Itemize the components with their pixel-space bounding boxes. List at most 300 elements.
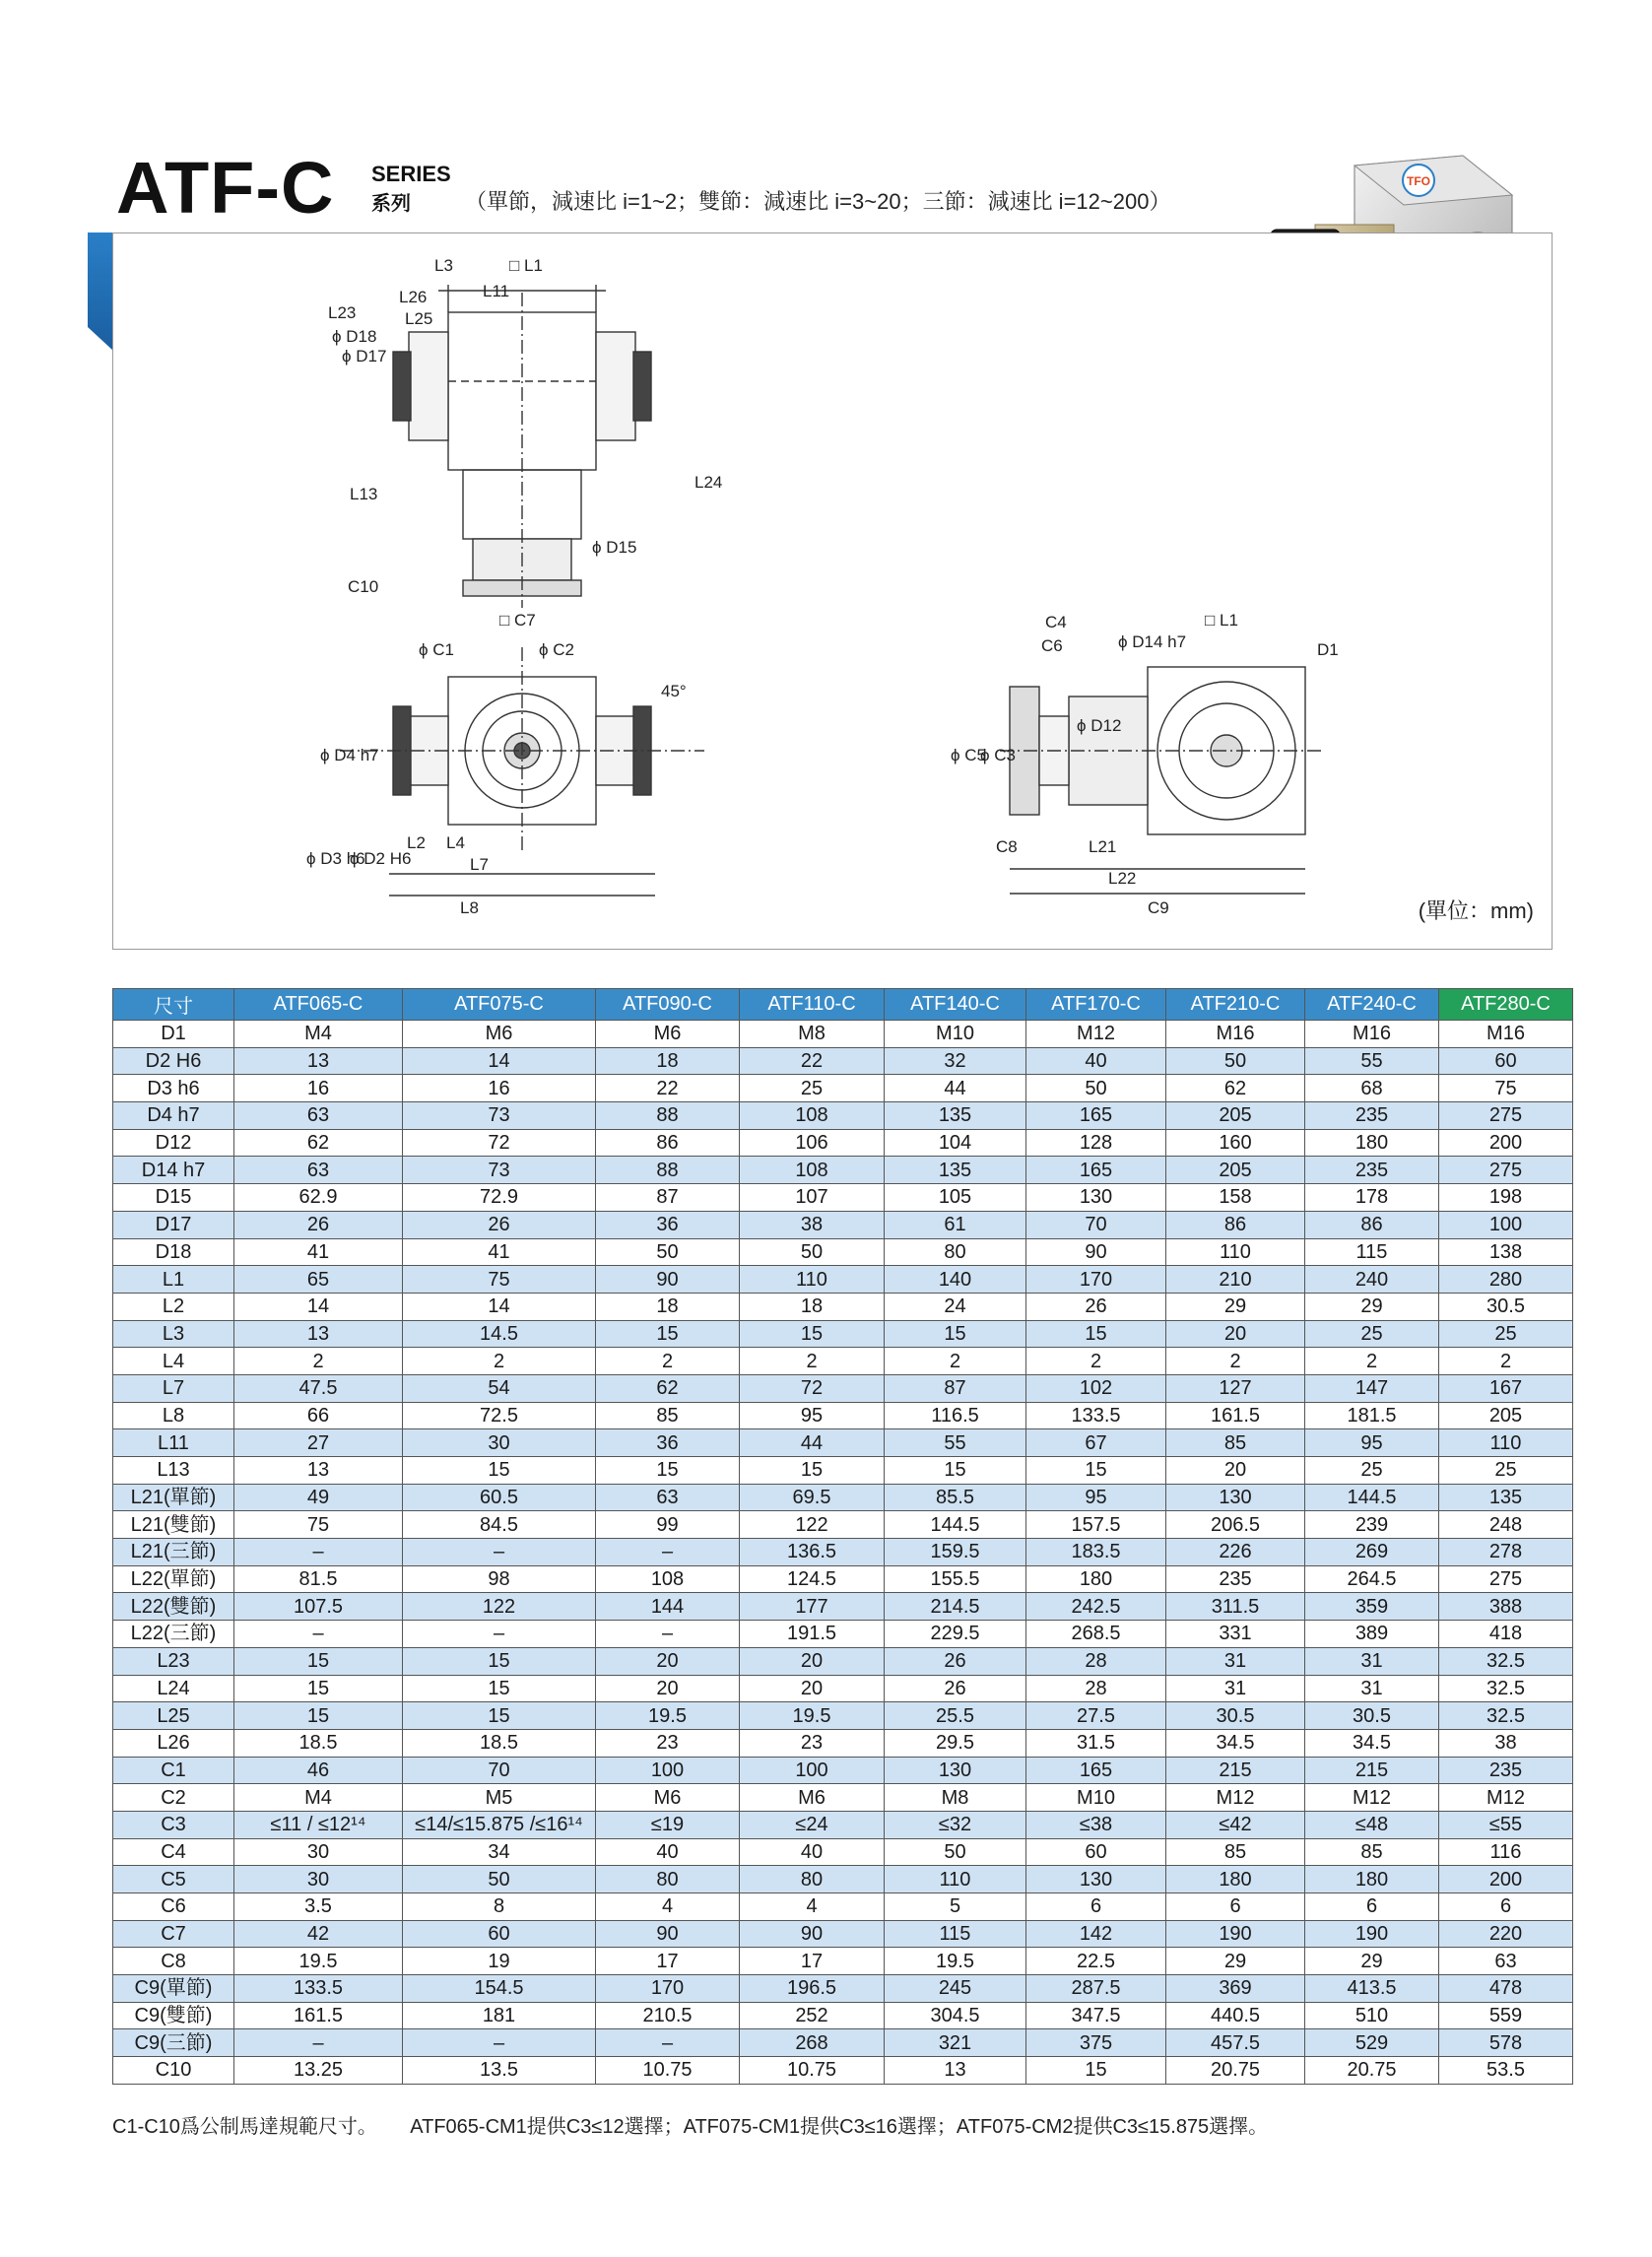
- table-cell: 90: [740, 1920, 885, 1948]
- table-cell: 275: [1439, 1102, 1573, 1130]
- table-cell: 62: [234, 1129, 403, 1157]
- row-label-cell: L1: [113, 1266, 234, 1294]
- table-cell: 62.9: [234, 1184, 403, 1212]
- table-row: [113, 1784, 1573, 1812]
- table-cell: ≤11 / ≤12¹⁴: [234, 1811, 403, 1838]
- table-cell: 198: [1439, 1184, 1573, 1212]
- table-row: [113, 1702, 1573, 1730]
- table-cell: 347.5: [1026, 2002, 1166, 2029]
- table-cell: 15: [234, 1675, 403, 1702]
- table-cell: 85: [1166, 1429, 1305, 1457]
- table-cell: 95: [1305, 1429, 1439, 1457]
- table-cell: 108: [740, 1157, 885, 1184]
- table-cell: 27: [234, 1429, 403, 1457]
- label-L2: L2: [407, 833, 426, 852]
- label-D14: ϕ D14 h7: [1118, 632, 1187, 651]
- table-cell: 13.5: [403, 2057, 596, 2085]
- table-cell: 53.5: [1439, 2057, 1573, 2085]
- table-cell: 62: [1166, 1075, 1305, 1102]
- table-cell: 90: [596, 1920, 740, 1948]
- label-C1: ϕ C1: [419, 640, 454, 659]
- table-cell: 90: [596, 1266, 740, 1294]
- table-cell: 268: [740, 2029, 885, 2057]
- header-cell-model: ATF240-C: [1305, 989, 1439, 1021]
- table-cell: 105: [885, 1184, 1026, 1212]
- table-cell: 280: [1439, 1266, 1573, 1294]
- header-cell-model: ATF210-C: [1166, 989, 1305, 1021]
- table-cell: 44: [740, 1429, 885, 1457]
- row-label-cell: C1: [113, 1757, 234, 1784]
- table-cell: 26: [885, 1647, 1026, 1675]
- table-cell: 214.5: [885, 1593, 1026, 1621]
- table-cell: 29: [1305, 1948, 1439, 1975]
- table-row: [113, 1729, 1573, 1757]
- table-cell: 144.5: [885, 1511, 1026, 1539]
- table-cell: ≤48: [1305, 1811, 1439, 1838]
- table-cell: 54: [403, 1374, 596, 1402]
- table-cell: 116.5: [885, 1402, 1026, 1429]
- table-cell: 60: [1439, 1047, 1573, 1075]
- table-cell: M16: [1166, 1021, 1305, 1048]
- table-cell: 13.25: [234, 2057, 403, 2085]
- table-cell: 100: [596, 1757, 740, 1784]
- table-cell: –: [403, 2029, 596, 2057]
- table-cell: 8: [403, 1893, 596, 1921]
- table-cell: 18.5: [403, 1729, 596, 1757]
- table-row: [113, 2029, 1573, 2057]
- table-cell: 30.5: [1305, 1702, 1439, 1730]
- table-cell: 38: [1439, 1729, 1573, 1757]
- table-cell: 88: [596, 1157, 740, 1184]
- table-cell: 6: [1439, 1893, 1573, 1921]
- table-cell: 22.5: [1026, 1948, 1166, 1975]
- table-cell: 99: [596, 1511, 740, 1539]
- table-cell: 321: [885, 2029, 1026, 2057]
- table-cell: 191.5: [740, 1621, 885, 1648]
- table-cell: –: [596, 2029, 740, 2057]
- table-cell: 20: [740, 1675, 885, 1702]
- table-cell: –: [234, 2029, 403, 2057]
- table-cell: 110: [885, 1866, 1026, 1893]
- table-cell: 75: [403, 1266, 596, 1294]
- table-cell: 180: [1305, 1866, 1439, 1893]
- table-cell: 135: [885, 1102, 1026, 1130]
- table-cell: 15: [596, 1457, 740, 1485]
- table-row: [113, 1757, 1573, 1784]
- table-row: [113, 1157, 1573, 1184]
- table-cell: 220: [1439, 1920, 1573, 1948]
- table-cell: 70: [1026, 1211, 1166, 1238]
- label-C6: C6: [1041, 636, 1063, 655]
- table-cell: 60.5: [403, 1484, 596, 1511]
- table-row: [113, 1948, 1573, 1975]
- row-label-cell: L24: [113, 1675, 234, 1702]
- row-label-cell: L3: [113, 1320, 234, 1348]
- row-label-cell: L22(雙節): [113, 1593, 234, 1621]
- table-cell: 170: [1026, 1266, 1166, 1294]
- table-cell: 16: [403, 1075, 596, 1102]
- table-cell: 73: [403, 1102, 596, 1130]
- table-cell: 165: [1026, 1757, 1166, 1784]
- unit-label: (單位：mm): [1418, 898, 1534, 923]
- dimension-drawings: [113, 233, 1552, 949]
- table-cell: 31: [1305, 1675, 1439, 1702]
- label-C10: C10: [348, 577, 379, 596]
- table-cell: 130: [1026, 1866, 1166, 1893]
- table-cell: ≤42: [1166, 1811, 1305, 1838]
- table-cell: 18: [596, 1293, 740, 1320]
- table-cell: 107.5: [234, 1593, 403, 1621]
- series-label-en: SERIES: [371, 162, 451, 186]
- table-cell: 63: [1439, 1948, 1573, 1975]
- model-title: ATF-C: [116, 147, 335, 229]
- label-angle: 45°: [661, 682, 687, 700]
- table-cell: M12: [1439, 1784, 1573, 1812]
- table-cell: ≤19: [596, 1811, 740, 1838]
- table-cell: 107: [740, 1184, 885, 1212]
- label-C5: ϕ C5: [951, 746, 986, 764]
- table-cell: 331: [1166, 1621, 1305, 1648]
- table-cell: 75: [1439, 1075, 1573, 1102]
- table-cell: 25.5: [885, 1702, 1026, 1730]
- table-row: [113, 1893, 1573, 1921]
- row-label-cell: C6: [113, 1893, 234, 1921]
- table-cell: 268.5: [1026, 1621, 1166, 1648]
- table-cell: 457.5: [1166, 2029, 1305, 2057]
- table-cell: 226: [1166, 1539, 1305, 1566]
- table-cell: ≤32: [885, 1811, 1026, 1838]
- label-D3: ϕ D3 h6: [306, 849, 365, 868]
- table-cell: 26: [1026, 1293, 1166, 1320]
- table-cell: 29: [1166, 1948, 1305, 1975]
- table-cell: 86: [596, 1129, 740, 1157]
- table-cell: 28: [1026, 1675, 1166, 1702]
- table-cell: 215: [1166, 1757, 1305, 1784]
- table-cell: 67: [1026, 1429, 1166, 1457]
- table-cell: M4: [234, 1784, 403, 1812]
- table-cell: 41: [234, 1238, 403, 1266]
- table-cell: –: [596, 1621, 740, 1648]
- table-cell: 264.5: [1305, 1565, 1439, 1593]
- table-cell: 210: [1166, 1266, 1305, 1294]
- table-cell: 19: [403, 1948, 596, 1975]
- row-label-cell: L4: [113, 1348, 234, 1375]
- table-row: [113, 1374, 1573, 1402]
- table-cell: 133.5: [234, 1975, 403, 2003]
- table-cell: M8: [885, 1784, 1026, 1812]
- table-cell: 130: [1166, 1484, 1305, 1511]
- table-cell: 252: [740, 2002, 885, 2029]
- table-cell: 41: [403, 1238, 596, 1266]
- table-row: [113, 1402, 1573, 1429]
- row-label-cell: C5: [113, 1866, 234, 1893]
- table-cell: 108: [596, 1565, 740, 1593]
- table-cell: 369: [1166, 1975, 1305, 2003]
- table-cell: 2: [1439, 1348, 1573, 1375]
- table-cell: 13: [234, 1457, 403, 1485]
- table-cell: 20: [596, 1647, 740, 1675]
- label-L4: L4: [446, 833, 465, 852]
- table-cell: 15: [403, 1702, 596, 1730]
- table-cell: 13: [234, 1320, 403, 1348]
- row-label-cell: L21(三節): [113, 1539, 234, 1566]
- table-cell: 130: [885, 1757, 1026, 1784]
- table-cell: 135: [885, 1157, 1026, 1184]
- table-cell: 181.5: [1305, 1402, 1439, 1429]
- table-cell: 269: [1305, 1539, 1439, 1566]
- table-cell: 86: [1305, 1211, 1439, 1238]
- label-C8: C8: [996, 837, 1018, 856]
- table-cell: 20: [1166, 1457, 1305, 1485]
- table-cell: 6: [1026, 1893, 1166, 1921]
- table-cell: ≤38: [1026, 1811, 1166, 1838]
- table-cell: 130: [1026, 1184, 1166, 1212]
- table-cell: 413.5: [1305, 1975, 1439, 2003]
- table-row: [113, 2057, 1573, 2085]
- table-cell: 142: [1026, 1920, 1166, 1948]
- table-row: [113, 1184, 1573, 1212]
- table-cell: 248: [1439, 1511, 1573, 1539]
- table-row: [113, 1593, 1573, 1621]
- table-cell: 2: [1026, 1348, 1166, 1375]
- table-cell: 2: [596, 1348, 740, 1375]
- label-L3: L3: [434, 256, 453, 275]
- table-cell: 178: [1305, 1184, 1439, 1212]
- row-label-cell: D2 H6: [113, 1047, 234, 1075]
- table-cell: 18.5: [234, 1729, 403, 1757]
- table-cell: 27.5: [1026, 1702, 1166, 1730]
- table-cell: 62: [596, 1374, 740, 1402]
- table-cell: 14: [403, 1047, 596, 1075]
- table-cell: 80: [740, 1866, 885, 1893]
- table-cell: 86: [1166, 1211, 1305, 1238]
- table-cell: 180: [1305, 1129, 1439, 1157]
- table-row: [113, 1211, 1573, 1238]
- table-cell: 15: [403, 1675, 596, 1702]
- header-cell-model: ATF140-C: [885, 989, 1026, 1021]
- table-cell: 14: [403, 1293, 596, 1320]
- table-cell: 5: [885, 1893, 1026, 1921]
- row-label-cell: C9(雙節): [113, 2002, 234, 2029]
- table-cell: 90: [1026, 1238, 1166, 1266]
- table-cell: 240: [1305, 1266, 1439, 1294]
- table-cell: 196.5: [740, 1975, 885, 2003]
- table-row: [113, 1457, 1573, 1485]
- table-cell: 245: [885, 1975, 1026, 2003]
- label-L13: L13: [350, 485, 378, 503]
- table-row: [113, 1047, 1573, 1075]
- table-cell: 85.5: [885, 1484, 1026, 1511]
- table-cell: 2: [234, 1348, 403, 1375]
- row-label-cell: C9(三節): [113, 2029, 234, 2057]
- table-cell: 206.5: [1166, 1511, 1305, 1539]
- table-cell: 200: [1439, 1129, 1573, 1157]
- table-cell: M6: [403, 1021, 596, 1048]
- table-cell: M8: [740, 1021, 885, 1048]
- table-cell: M12: [1305, 1784, 1439, 1812]
- table-cell: 47.5: [234, 1374, 403, 1402]
- table-cell: 32.5: [1439, 1702, 1573, 1730]
- table-cell: 181: [403, 2002, 596, 2029]
- table-cell: 85: [596, 1402, 740, 1429]
- table-cell: 127: [1166, 1374, 1305, 1402]
- table-cell: –: [403, 1539, 596, 1566]
- table-cell: 115: [1305, 1238, 1439, 1266]
- table-header-row: [113, 989, 1573, 1021]
- table-cell: 275: [1439, 1157, 1573, 1184]
- top-view-drawing: [393, 285, 651, 608]
- logo-text: TFO: [1407, 174, 1430, 188]
- table-cell: 85: [1166, 1838, 1305, 1866]
- table-cell: ≤24: [740, 1811, 885, 1838]
- table-cell: 124.5: [740, 1565, 885, 1593]
- table-cell: 6: [1305, 1893, 1439, 1921]
- table-cell: 22: [596, 1075, 740, 1102]
- table-cell: 154.5: [403, 1975, 596, 2003]
- label-L22: L22: [1108, 869, 1137, 888]
- row-label-cell: C9(單節): [113, 1975, 234, 2003]
- table-cell: 2: [1166, 1348, 1305, 1375]
- label-D1: D1: [1317, 640, 1339, 659]
- row-label-cell: C7: [113, 1920, 234, 1948]
- table-cell: 26: [403, 1211, 596, 1238]
- table-cell: 98: [403, 1565, 596, 1593]
- table-cell: 72: [403, 1129, 596, 1157]
- header-cell-model: ATF170-C: [1026, 989, 1166, 1021]
- table-cell: 278: [1439, 1539, 1573, 1566]
- table-cell: 26: [234, 1211, 403, 1238]
- table-cell: 75: [234, 1511, 403, 1539]
- header-cell-model: ATF065-C: [234, 989, 403, 1021]
- table-cell: 30.5: [1439, 1293, 1573, 1320]
- table-cell: M12: [1166, 1784, 1305, 1812]
- table-cell: M10: [885, 1021, 1026, 1048]
- table-cell: 375: [1026, 2029, 1166, 2057]
- table-cell: 170: [596, 1975, 740, 2003]
- label-L21: L21: [1089, 837, 1117, 856]
- table-cell: 25: [740, 1075, 885, 1102]
- row-label-cell: L22(三節): [113, 1621, 234, 1648]
- label-D17: ϕ D17: [342, 347, 387, 365]
- table-cell: M5: [403, 1784, 596, 1812]
- table-cell: 110: [740, 1266, 885, 1294]
- table-cell: M12: [1026, 1021, 1166, 1048]
- table-cell: 440.5: [1166, 2002, 1305, 2029]
- table-cell: 578: [1439, 2029, 1573, 2057]
- table-cell: 165: [1026, 1157, 1166, 1184]
- table-cell: 19.5: [234, 1948, 403, 1975]
- table-cell: 161.5: [234, 2002, 403, 2029]
- table-cell: 311.5: [1166, 1593, 1305, 1621]
- table-cell: 13: [234, 1047, 403, 1075]
- table-cell: 20: [596, 1675, 740, 1702]
- table-cell: 81.5: [234, 1565, 403, 1593]
- label-L26: L26: [399, 288, 428, 306]
- table-cell: 38: [740, 1211, 885, 1238]
- table-cell: 20: [1166, 1320, 1305, 1348]
- table-cell: 158: [1166, 1184, 1305, 1212]
- row-label-cell: C2: [113, 1784, 234, 1812]
- table-cell: 88: [596, 1102, 740, 1130]
- table-row: [113, 1238, 1573, 1266]
- table-cell: 235: [1439, 1757, 1573, 1784]
- label-D12: ϕ D12: [1077, 716, 1122, 735]
- table-cell: 72.9: [403, 1184, 596, 1212]
- table-cell: 24: [885, 1293, 1026, 1320]
- table-cell: –: [403, 1621, 596, 1648]
- table-cell: 31: [1305, 1647, 1439, 1675]
- table-cell: 63: [234, 1157, 403, 1184]
- table-cell: 478: [1439, 1975, 1573, 2003]
- label-L1: □ L1: [509, 256, 543, 275]
- row-label-cell: L2: [113, 1293, 234, 1320]
- table-cell: 36: [596, 1429, 740, 1457]
- table-cell: M4: [234, 1021, 403, 1048]
- row-label-cell: C10: [113, 2057, 234, 2085]
- row-label-cell: D1: [113, 1021, 234, 1048]
- table-cell: 16: [234, 1075, 403, 1102]
- table-row: [113, 1511, 1573, 1539]
- table-cell: 15: [403, 1647, 596, 1675]
- table-row: [113, 1102, 1573, 1130]
- table-cell: 85: [1305, 1838, 1439, 1866]
- table-cell: 55: [1305, 1047, 1439, 1075]
- table-row: [113, 1021, 1573, 1048]
- row-label-cell: D4 h7: [113, 1102, 234, 1130]
- table-row: [113, 1647, 1573, 1675]
- table-cell: 49: [234, 1484, 403, 1511]
- table-cell: 30: [234, 1838, 403, 1866]
- table-cell: 159.5: [885, 1539, 1026, 1566]
- table-cell: 95: [740, 1402, 885, 1429]
- table-row: [113, 1975, 1573, 2003]
- table-cell: 4: [596, 1893, 740, 1921]
- row-label-cell: C4: [113, 1838, 234, 1866]
- table-cell: 177: [740, 1593, 885, 1621]
- table-cell: 15: [596, 1320, 740, 1348]
- table-cell: 50: [1166, 1047, 1305, 1075]
- row-label-cell: L21(雙節): [113, 1511, 234, 1539]
- row-label-cell: L25: [113, 1702, 234, 1730]
- table-cell: 17: [596, 1948, 740, 1975]
- table-cell: 60: [1026, 1838, 1166, 1866]
- table-cell: 50: [740, 1238, 885, 1266]
- table-row: [113, 1320, 1573, 1348]
- table-cell: 34.5: [1166, 1729, 1305, 1757]
- table-cell: 14: [234, 1293, 403, 1320]
- table-cell: 180: [1026, 1565, 1166, 1593]
- row-label-cell: L23: [113, 1647, 234, 1675]
- table-row: [113, 1675, 1573, 1702]
- label-L11: L11: [483, 282, 510, 300]
- table-cell: 30: [234, 1866, 403, 1893]
- table-cell: 235: [1305, 1102, 1439, 1130]
- table-cell: 95: [1026, 1484, 1166, 1511]
- table-cell: 50: [885, 1838, 1026, 1866]
- table-cell: 106: [740, 1129, 885, 1157]
- row-label-cell: D15: [113, 1184, 234, 1212]
- label-C4: C4: [1045, 613, 1067, 631]
- label-L24: L24: [694, 473, 723, 492]
- table-cell: 529: [1305, 2029, 1439, 2057]
- label-C7: □ C7: [499, 611, 536, 630]
- table-cell: 20.75: [1305, 2057, 1439, 2085]
- table-cell: 60: [403, 1920, 596, 1948]
- table-cell: 229.5: [885, 1621, 1026, 1648]
- table-cell: 40: [740, 1838, 885, 1866]
- ratio-subtitle: （單節，減速比 i=1~2；雙節：減速比 i=3~20；三節：減速比 i=12~200）: [465, 189, 1171, 214]
- table-cell: 69.5: [740, 1484, 885, 1511]
